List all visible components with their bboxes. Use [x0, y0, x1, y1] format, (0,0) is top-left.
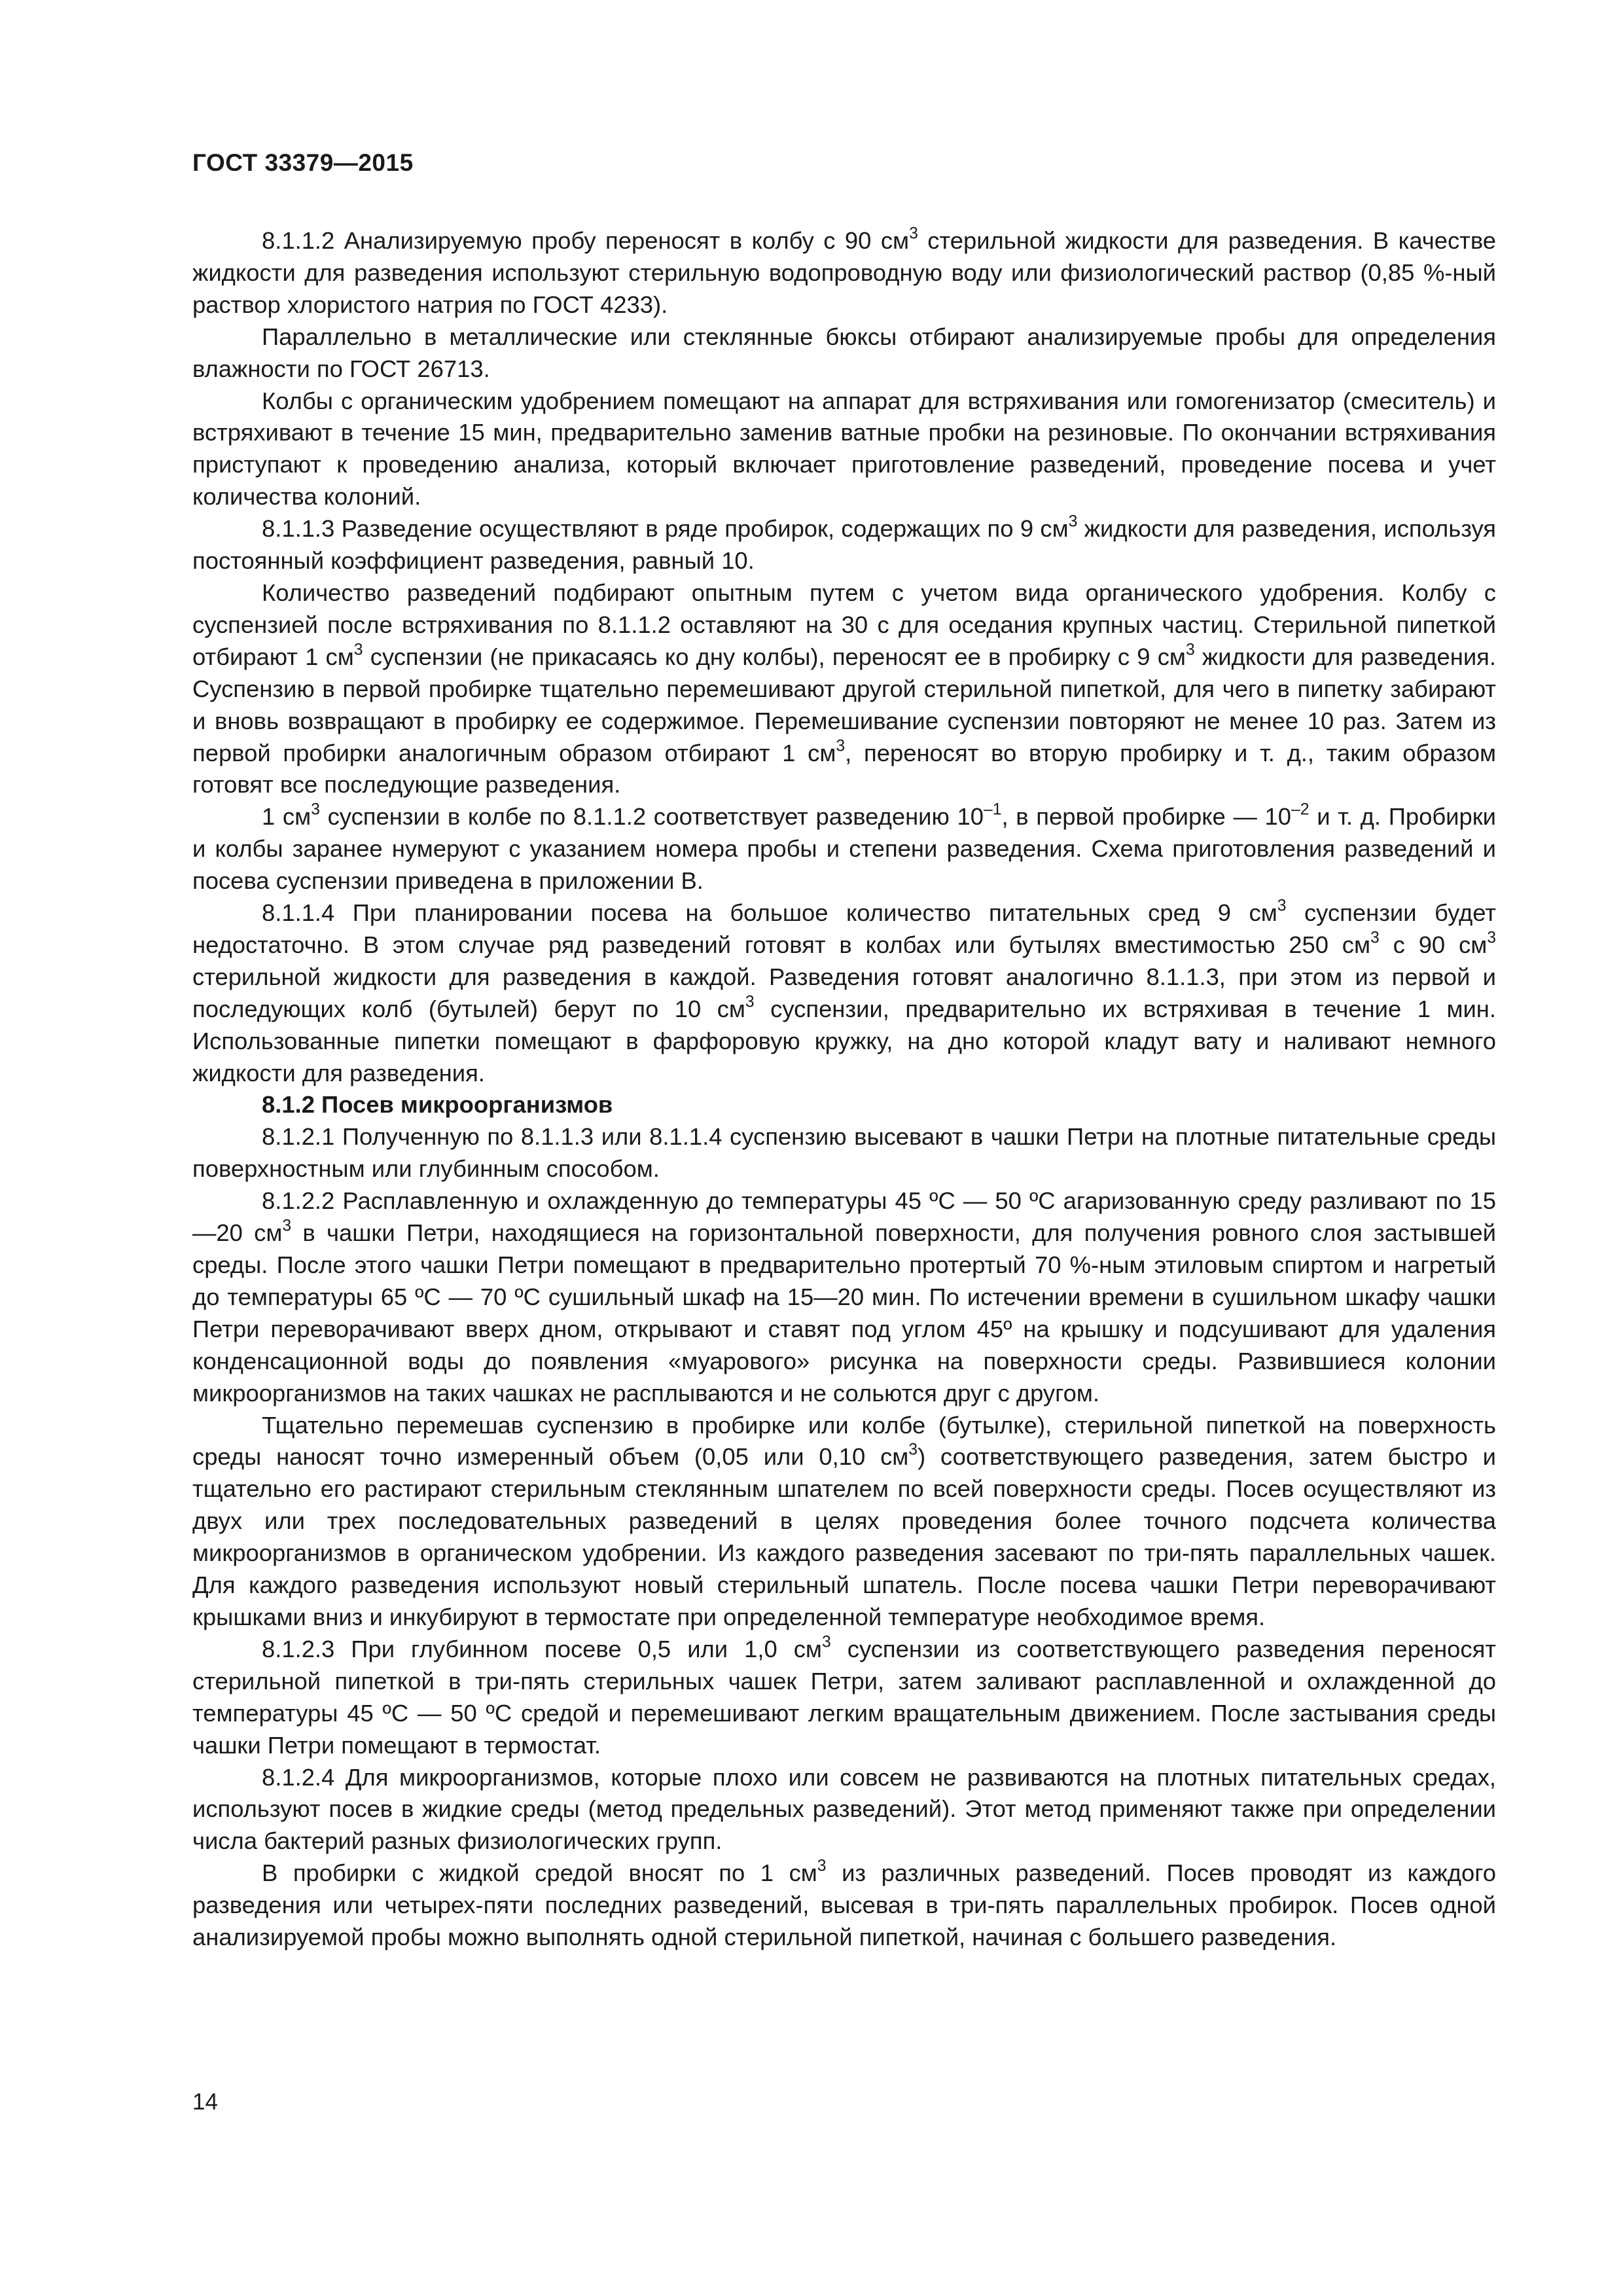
- superscript: 3: [909, 224, 918, 243]
- superscript: 3: [1068, 512, 1078, 531]
- paragraph: 8.1.2.2 Расплавленную и охлажденную до температуры 45 ºС — 50 ºС агаризованную среду разливают по 15—20 $см^3$ в чашки Петри, находящиеся на горизонтальной поверхности, для получения ровного слоя застывшей среды. После этого чашки Петри помещают в предварительно протертый 70 %-ным этиловым спиртом и нагретый до температуры 65 ºС — 70 ºС сушильный шкаф на 15—20 мин. По истечении времени в сушильном шкафу чашки Петри переворачивают вверх дном, открывают и ставят под углом 45º на крышку и подсушивают для удаления конденсационной воды до появления «муарового» рисунка на поверхности среды. Развившиеся колонии микроорганизмов на таких чашках не расплываются и не сольются друг с другом.: [192, 1187, 1496, 1407]
- superscript: 3: [836, 737, 846, 755]
- superscript: 3: [353, 641, 363, 659]
- superscript: 3: [1277, 897, 1287, 915]
- paragraph: 8.1.2.1 Полученную по 8.1.1.3 или 8.1.1.4 суспензию высевают в чашки Петри на плотные питательные среды поверхностным или глубинным способом.: [192, 1123, 1496, 1183]
- paragraph: Количество разведений подбирают опытным путем с учетом вида органического удобрения. Колбу с суспензией после встряхивания по 8.1.1.2 оставляют на 30 с для оседания крупных частиц. Стерильной пипеткой отбирают 1 $см^3$ суспензии (не прикасаясь ко дну колбы), переносят ее в пробирку с 9 $см^3$ жидкости для разведения. Суспензию в первой пробирке тщательно перемешивают другой стерильной пипеткой, для чего в пипетку забирают и вновь возвращают в пробирку ее содержимое. Перемешивание суспензии повторяют не менее 10 раз. Затем из первой пробирки аналогичным образом отбирают 1 $см^3$, переносят во вторую пробирку и т. д., таким образом готовят все последующие разведения.: [192, 579, 1496, 798]
- paragraph: Параллельно в металлические или стеклянные бюксы отбирают анализируемые пробы для определения влажности по ГОСТ 26713.: [192, 323, 1496, 382]
- superscript: 3: [908, 1441, 918, 1460]
- paragraph: 8.1.1.4 При планировании посева на большое количество питательных сред 9 $см^3$ суспензии будет недостаточно. В этом случае ряд разведений готовят в колбах или бутылях вместимостью 250 $см^3$ с 90 $см^3$ стерильной жидкости для разведения в каждой. Разведения готовят аналогично 8.1.1.3, при этом из первой и последующих колб (бутылей) берут по 10 $см^3$ суспензии, предварительно их встряхивая в течение 1 мин. Использованные пипетки помещают в фарфоровую кружку, на дно которой кладут вату и наливают немного жидкости для разведения.: [192, 897, 1496, 1086]
- superscript: 3: [311, 800, 320, 819]
- page-number: 14: [192, 2089, 218, 2115]
- paragraph: 8.1.1.3 Разведение осуществляют в ряде пробирок, содержащих по 9 $см^3$ жидкости для разведения, используя постоянный коэффициент разведения, равный 10.: [192, 512, 1496, 575]
- superscript: –2: [1291, 800, 1310, 819]
- section-heading: 8.1.2 Посев микроорганизмов: [262, 1091, 613, 1119]
- document-body: [192, 225, 1496, 1954]
- paragraph: Тщательно перемешав суспензию в пробирке или колбе (бутылке), стерильной пипеткой на поверхность среды наносят точно измеренный объем (0,05 или 0,10 $см^3$) соответствующего разведения, затем быстро и тщательно его растирают стерильным стеклянным шпателем по всей поверхности среды. Посев осуществляют из двух или трех последовательных разведений в целях проведения более точного подсчета количества микроорганизмов в органическом удобрении. Из каждого разведения засевают по три-пять параллельных чашек. Для каждого разведения используют новый стерильный шпатель. После посева чашки Петри переворачивают крышками вниз и инкубируют в термостате при определенной температуре необходимое время.: [192, 1411, 1496, 1630]
- superscript: 3: [1185, 641, 1195, 659]
- paragraph: 1 $см^3$ суспензии в колбе по 8.1.1.2 соответствует разведению $10^{-1}$, в первой пробирке — $10^{-2}$ и т. д. Пробирки и колбы заранее нумеруют с указанием номера пробы и степени разведения. Схема приготовления разведений и посева суспензии приведена в приложении В.: [192, 800, 1496, 895]
- document-header: ГОСТ 33379—2015: [192, 149, 414, 176]
- superscript: –1: [983, 800, 1002, 819]
- paragraph: 8.1.2.3 При глубинном посеве 0,5 или 1,0 $см^3$ суспензии из соответствующего разведения переносят стерильной пипеткой в три-пять стерильных чашек Петри, затем заливают расплавленной и охлажденной до температуры 45 ºС — 50 ºС средой и перемешивают легким вращательным движением. После застывания среды чашки Петри помещают в термостат.: [192, 1633, 1496, 1759]
- superscript: 3: [1370, 929, 1380, 947]
- paragraph: 8.1.1.2 Анализируемую пробу переносят в колбу с 90 $см^3$ стерильной жидкости для разведения. В качестве жидкости для разведения используют стерильную водопроводную воду или физиологический раствор (0,85 %-ный раствор хлористого натрия по ГОСТ 4233).: [192, 224, 1496, 318]
- superscript: 3: [282, 1217, 292, 1235]
- superscript: 3: [745, 993, 755, 1011]
- paragraph: В пробирки с жидкой средой вносят по 1 $см^3$ из различных разведений. Посев проводят из каждого разведения или четырех-пяти последних разведений, высевая в три-пять параллельных пробирок. Посев одной анализируемой пробы можно выполнять одной стерильной пипеткой, начиная с большего разведения.: [192, 1857, 1496, 1951]
- paragraph: 8.1.2.4 Для микроорганизмов, которые плохо или совсем не развиваются на плотных питательных средах, используют посев в жидкие среды (метод предельных разведений). Этот метод применяют также при определении числа бактерий разных физиологических групп.: [192, 1763, 1496, 1855]
- superscript: 3: [817, 1857, 827, 1875]
- superscript: 3: [821, 1633, 831, 1651]
- superscript: 3: [1487, 929, 1496, 947]
- paragraph: Колбы с органическим удобрением помещают на аппарат для встряхивания или гомогенизатор (смеситель) и встряхивают в течение 15 мин, предварительно заменив ватные пробки на резиновые. По окончании встряхивания приступают к проведению анализа, который включает приготовление разведений, проведение посева и учет количества колоний.: [192, 387, 1496, 511]
